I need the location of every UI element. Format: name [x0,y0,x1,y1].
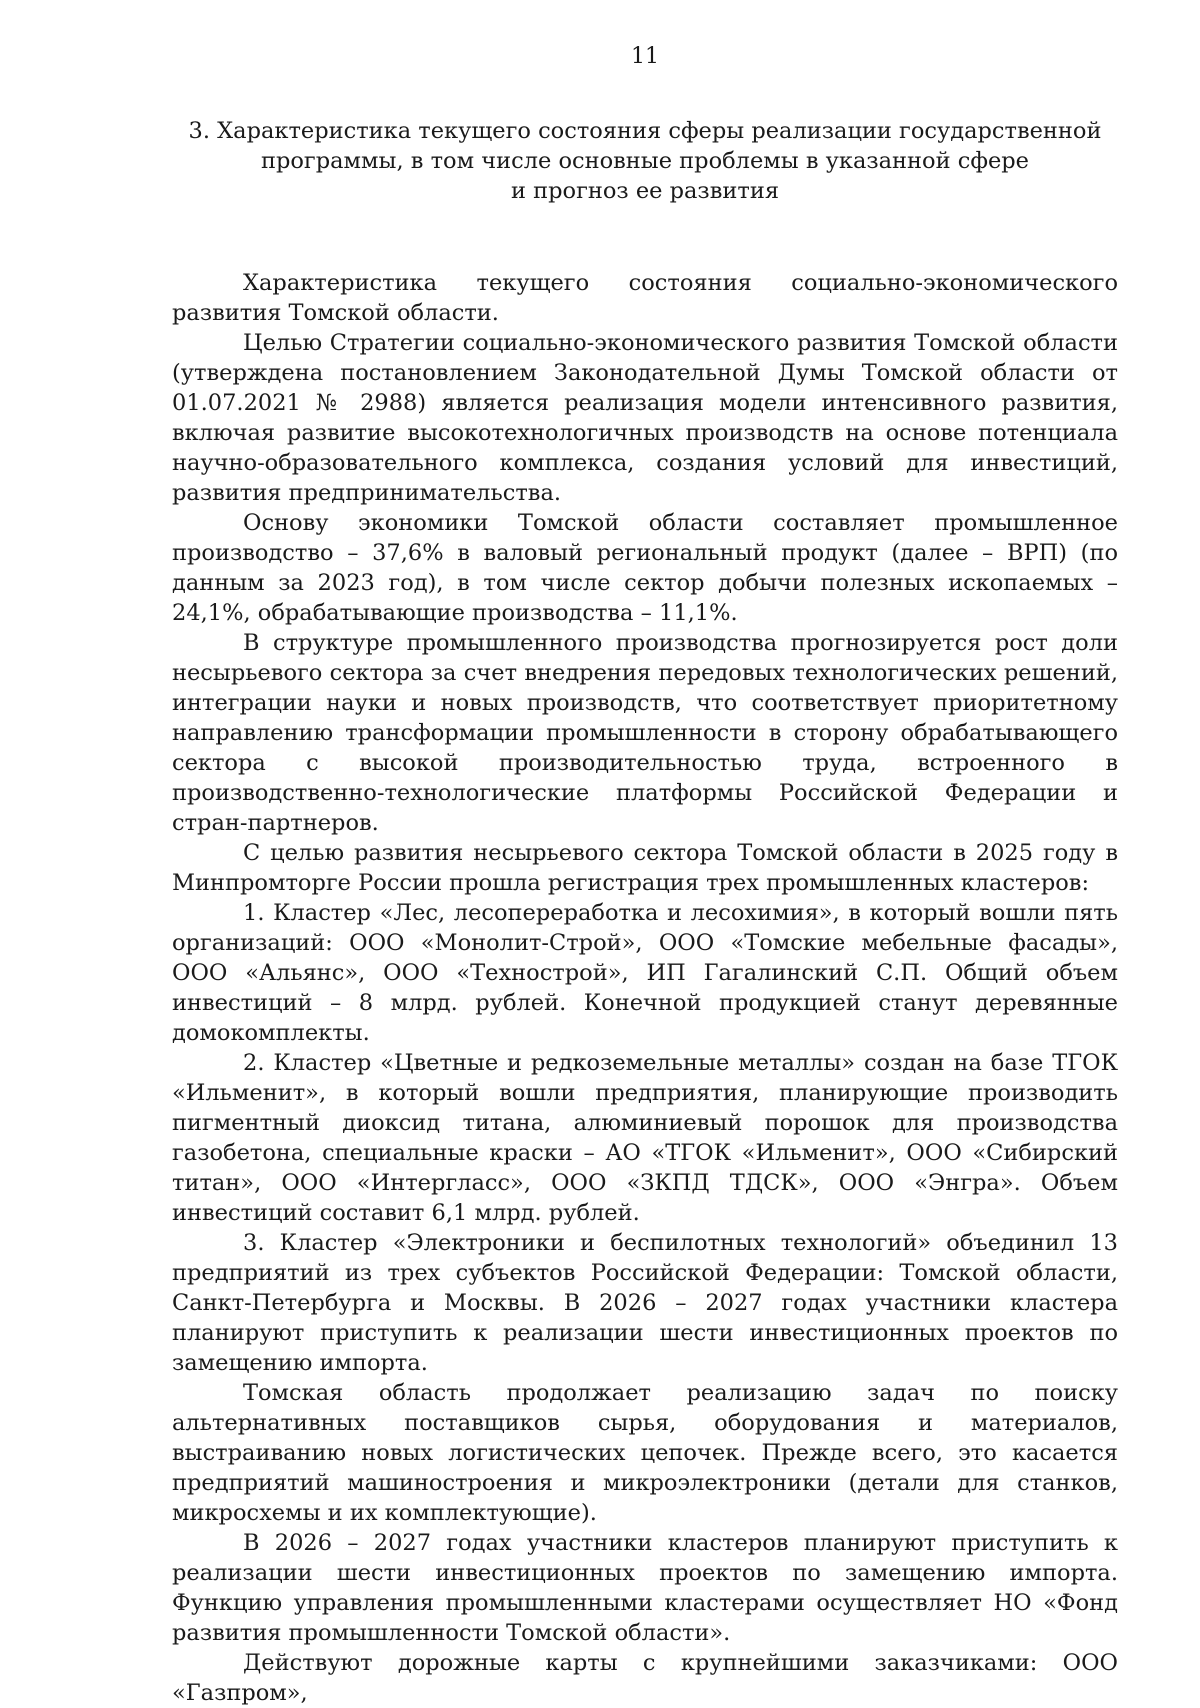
paragraph: С целью развития несырьевого сектора Томской области в 2025 году в Минпромторге России прошла регистрация трех промышленных кластеров: [172,840,1118,896]
section-heading [150,116,1140,206]
paragraph: Характеристика текущего состояния социально-экономического развития Томской области. [172,270,1118,326]
paragraph: Целью Стратегии социально-экономического развития Томской области (утверждена постановлением Законодательной Думы Томской области от 01.07.2021 № 2988) является реализация модели интенсивного развития, включая развитие высокотехнологичных производств на основе потенциала научно-образовательного комплекса, создания условий для инвестиций, развития предпринимательства. [172,330,1118,506]
page-number: 11 [631,44,659,69]
heading-line: и прогноз ее развития [510,178,780,204]
heading-line: 3. Характеристика текущего состояния сферы реализации государственной [188,118,1102,144]
paragraph: Действуют дорожные карты с крупнейшими заказчиками: ООО «Газпром», [172,1650,1118,1706]
paragraph: В структуре промышленного производства прогнозируется рост доли несырьевого сектора за счет внедрения передовых технологических решений, интеграции науки и новых производств, что соответствует приоритетному направлению трансформации промышленности в сторону обрабатывающего сектора с высокой производительностью труда, встроенного в производственно-технологические платформы Российской Федерации и стран-партнеров. [172,630,1118,836]
paragraph: Томская область продолжает реализацию задач по поиску альтернативных поставщиков сырья, оборудования и материалов, выстраиванию новых логистических цепочек. Прежде всего, это касается предприятий машиностроения и микроэлектроники (детали для станков, микросхемы и их комплектующие). [172,1380,1118,1526]
paragraph: 2. Кластер «Цветные и редкоземельные металлы» создан на базе ТГОК «Ильменит», в который вошли предприятия, планирующие производить пигментный диоксид титана, алюминиевый порошок для производства газобетона, специальные краски – АО «ТГОК «Ильменит», ООО «Сибирский титан», ООО «Интергласс», ООО «ЗКПД ТДСК», ООО «Энгра». Объем инвестиций составит 6,1 млрд. рублей. [172,1050,1118,1226]
paragraph: 1. Кластер «Лес, лесопереработка и лесохимия», в который вошли пять организаций: ООО «Монолит-Строй», ООО «Томские мебельные фасады», ООО «Альянс», ООО «Технострой», ИП Гагалинский С.П. Общий объем инвестиций – 8 млрд. рублей. Конечной продукцией станут деревянные домокомплекты. [172,900,1118,1046]
body-text [172,268,1118,1708]
heading-line: программы, в том числе основные проблемы в указанной сфере [260,148,1029,174]
paragraph: Основу экономики Томской области составляет промышленное производство – 37,6% в валовый региональный продукт (далее – ВРП) (по данным за 2023 год), в том числе сектор добычи полезных ископаемых – 24,1%, обрабатывающие производства – 11,1%. [172,510,1118,626]
paragraph: В 2026 – 2027 годах участники кластеров планируют приступить к реализации шести инвестиционных проектов по замещению импорта. Функцию управления промышленными кластерами осуществляет НО «Фонд развития промышленности Томской области». [172,1530,1118,1646]
paragraph: 3. Кластер «Электроники и беспилотных технологий» объединил 13 предприятий из трех субъектов Российской Федерации: Томской области, Санкт-Петербурга и Москвы. В 2026 – 2027 годах участники кластера планируют приступить к реализации шести инвестиционных проектов по замещению импорта. [172,1230,1118,1376]
